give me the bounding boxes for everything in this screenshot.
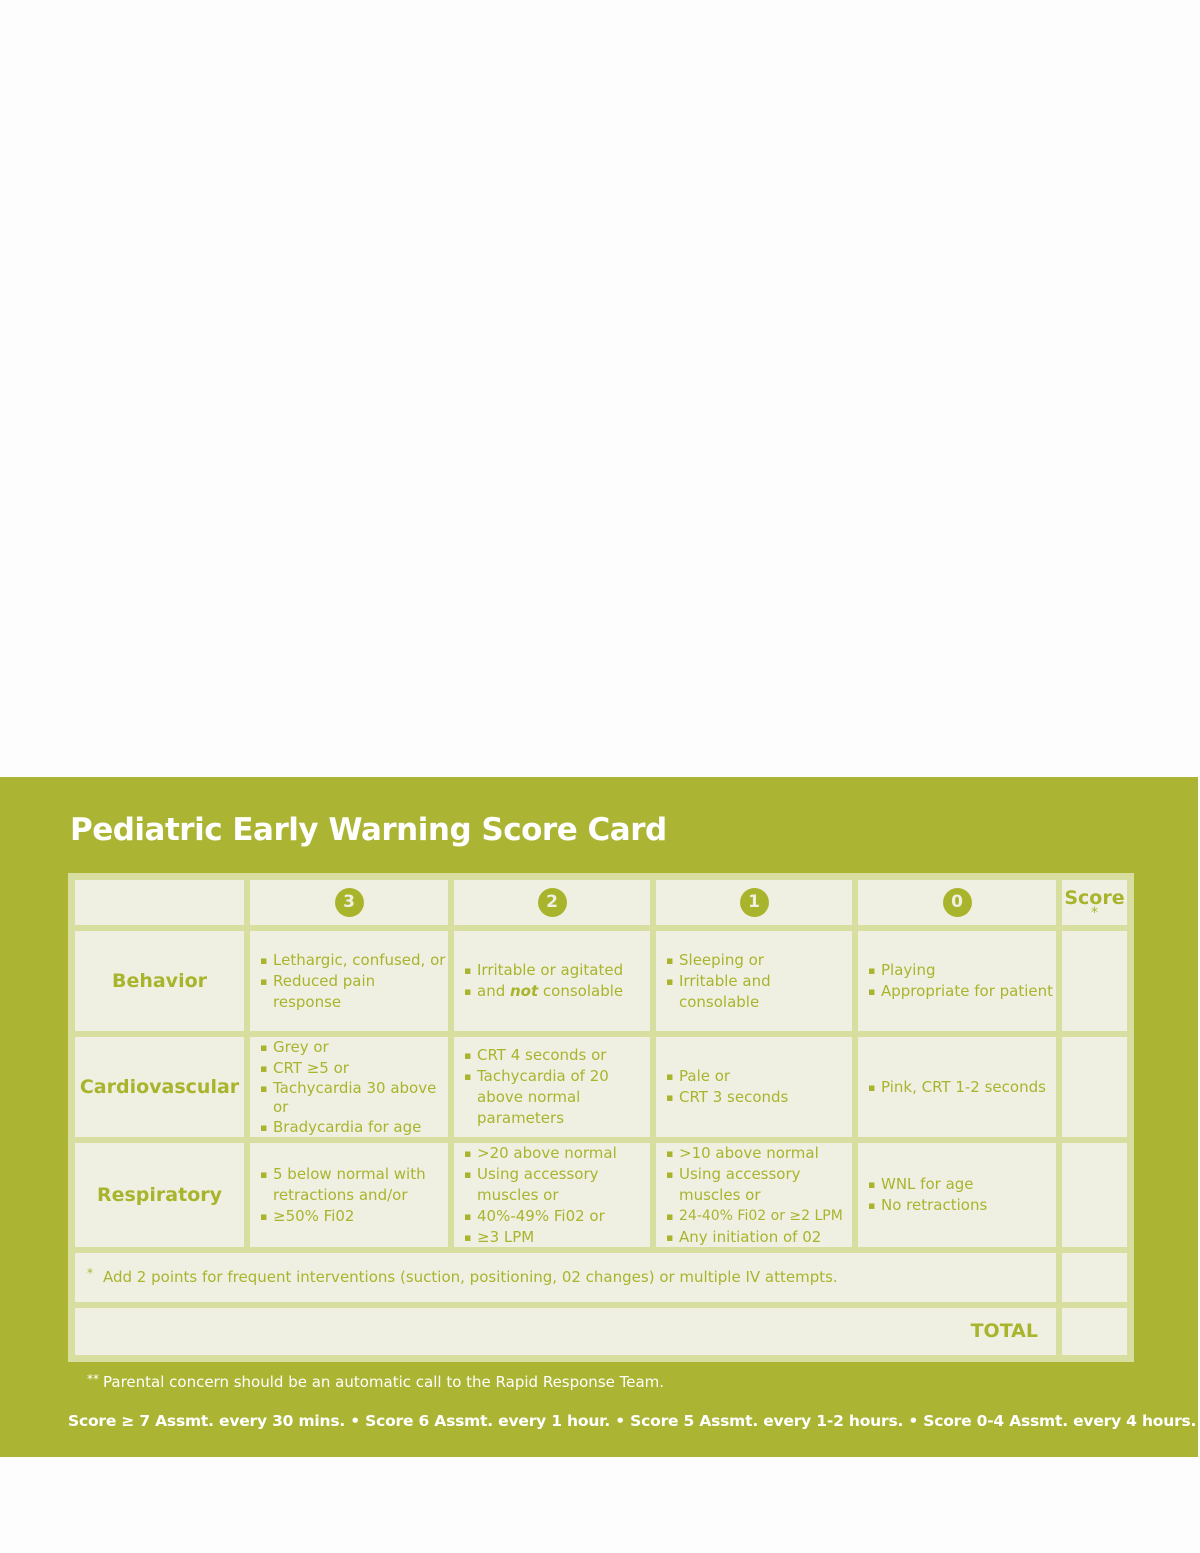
cardiovascular-score-entry[interactable]	[1062, 1037, 1127, 1137]
behavior-score-0-cell	[858, 931, 1056, 1031]
criteria-item: ▪ Playing	[867, 960, 1053, 981]
criteria-item: ▪ Irritable or agitated	[463, 960, 623, 981]
parental-concern-footnote	[87, 1373, 664, 1391]
respiratory-score-3-cell	[250, 1143, 448, 1247]
cardiovascular-score-2-cell	[454, 1037, 650, 1137]
emphasis-not: not	[510, 982, 539, 1000]
respiratory-score-1-cell	[656, 1143, 852, 1247]
header-blank-cell	[75, 880, 244, 925]
row-header-cardiovascular: Cardiovascular	[75, 1037, 244, 1137]
respiratory-score-entry[interactable]	[1062, 1143, 1127, 1247]
criteria-item: ▪ Irritable and consolable	[665, 971, 852, 1013]
column-header-0	[858, 880, 1056, 925]
behavior-score-entry[interactable]	[1062, 931, 1127, 1031]
criteria-item: ▪ 40%-49% Fi02 or	[463, 1206, 650, 1227]
assessment-schedule: Score ≥ 7 Assmt. every 30 mins. • Score 6 Assmt. every 1 hour. • Score 5 Assmt. every 1-2 hours. • Score 0-4 Assmt. every 4 hours.	[68, 1412, 1197, 1430]
score-1-badge: 1	[740, 888, 769, 917]
criteria-item: ▪ Using accessory muscles or	[463, 1164, 650, 1206]
criteria-item: ▪ Sleeping or	[665, 950, 852, 971]
criteria-item: ▪ and not consolable	[463, 981, 623, 1002]
criteria-item: ▪ WNL for age	[867, 1174, 987, 1195]
cardiovascular-score-3-cell	[250, 1037, 448, 1137]
respiratory-score-2-cell	[454, 1143, 650, 1247]
criteria-item: ▪ >10 above normal	[665, 1143, 852, 1164]
score-column-header	[1062, 880, 1127, 925]
score-header-label: Score	[1064, 887, 1125, 909]
cardiovascular-score-0-cell	[858, 1037, 1056, 1137]
criteria-item: ▪ Bradycardia for age	[259, 1117, 448, 1138]
footnote-asterisks: **	[87, 1372, 99, 1386]
criteria-item: ▪ Grey or	[259, 1037, 448, 1058]
note-text: Add 2 points for frequent interventions (suction, positioning, 02 changes) or multiple IV attempts.	[103, 1268, 838, 1286]
total-label-cell	[75, 1308, 1056, 1355]
criteria-item: ▪ ≥3 LPM	[463, 1227, 650, 1248]
score-header-asterisk: *	[1091, 905, 1098, 921]
interventions-note	[75, 1253, 1056, 1302]
card-title: Pediatric Early Warning Score Card	[70, 812, 667, 848]
criteria-item: ▪ 5 below normal with retractions and/or	[259, 1164, 448, 1206]
total-label: TOTAL	[970, 1320, 1038, 1342]
criteria-item: ▪ Appropriate for patient	[867, 981, 1053, 1002]
cardiovascular-score-1-cell	[656, 1037, 852, 1137]
criteria-item: ▪ Tachycardia 30 above or	[259, 1079, 448, 1117]
note-asterisk: *	[87, 1266, 93, 1280]
interventions-score-entry[interactable]	[1062, 1253, 1127, 1302]
criteria-item: ▪ Lethargic, confused, or	[259, 950, 448, 971]
criteria-item: ▪ Using accessory muscles or	[665, 1164, 852, 1206]
row-header-behavior: Behavior	[75, 931, 244, 1031]
respiratory-score-0-cell	[858, 1143, 1056, 1247]
criteria-item: ▪ CRT 4 seconds or	[463, 1045, 650, 1066]
criteria-item: ▪ Reduced pain response	[259, 971, 448, 1013]
score-3-badge: 3	[335, 888, 364, 917]
criteria-item: ▪ Any initiation of 02	[665, 1227, 852, 1248]
score-table	[68, 873, 1134, 1362]
score-0-badge: 0	[943, 888, 972, 917]
criteria-item: ▪ CRT 3 seconds	[665, 1087, 788, 1108]
behavior-score-1-cell	[656, 931, 852, 1031]
column-header-2	[454, 880, 650, 925]
criteria-item: ▪ Tachycardia of 20 above normal parameters	[463, 1066, 650, 1129]
criteria-item: ▪ Pale or	[665, 1066, 788, 1087]
criteria-item: ▪ Pink, CRT 1-2 seconds	[867, 1077, 1046, 1098]
total-score-entry[interactable]	[1062, 1308, 1127, 1355]
behavior-score-2-cell	[454, 931, 650, 1031]
criteria-item: ▪ 24-40% Fi02 or ≥2 LPM	[665, 1206, 852, 1227]
score-2-badge: 2	[538, 888, 567, 917]
footnote-text: Parental concern should be an automatic call to the Rapid Response Team.	[103, 1373, 665, 1391]
criteria-item: ▪ No retractions	[867, 1195, 987, 1216]
column-header-1	[656, 880, 852, 925]
criteria-item: ▪ >20 above normal	[463, 1143, 650, 1164]
criteria-item: ▪ CRT ≥5 or	[259, 1058, 448, 1079]
column-header-3	[250, 880, 448, 925]
criteria-item: ▪ ≥50% Fi02	[259, 1206, 448, 1227]
behavior-score-3-cell	[250, 931, 448, 1031]
row-header-respiratory: Respiratory	[75, 1143, 244, 1247]
